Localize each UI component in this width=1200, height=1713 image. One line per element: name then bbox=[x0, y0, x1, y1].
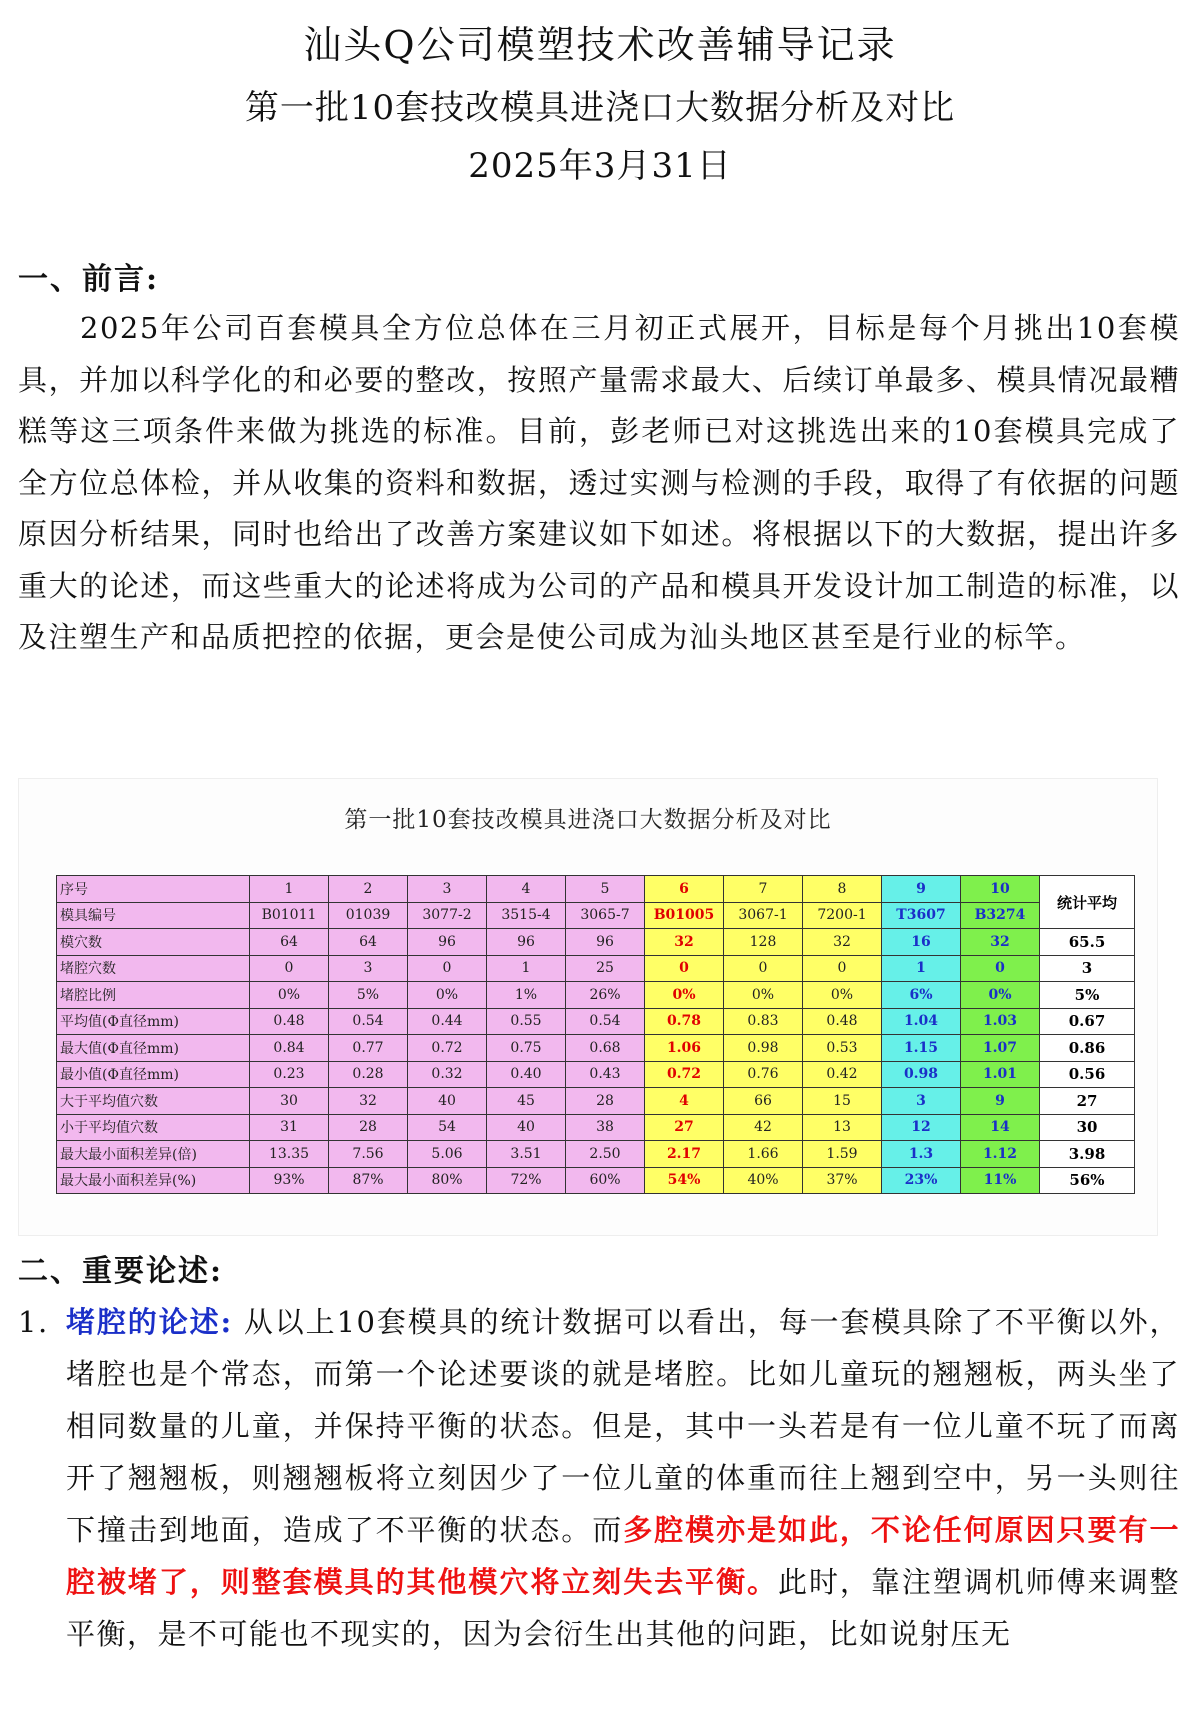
value-cell: 96 bbox=[487, 929, 566, 956]
value-cell: 40 bbox=[487, 1114, 566, 1141]
row-label: 小于平均值穴数 bbox=[57, 1114, 250, 1141]
seq-cell: 5 bbox=[566, 876, 645, 903]
seq-cell: 2 bbox=[329, 876, 408, 903]
value-cell: 2.17 bbox=[645, 1141, 724, 1168]
value-cell: 5% bbox=[329, 982, 408, 1009]
value-cell: 3 bbox=[329, 955, 408, 982]
item-heading: 堵腔的论述: bbox=[66, 1305, 233, 1339]
value-cell: 1.59 bbox=[803, 1141, 882, 1168]
value-cell: 40% bbox=[724, 1167, 803, 1194]
value-cell: 54% bbox=[645, 1167, 724, 1194]
document-subtitle: 第一批10套技改模具进浇口大数据分析及对比 bbox=[244, 88, 956, 128]
value-cell: 0.53 bbox=[803, 1035, 882, 1062]
value-cell: 1.3 bbox=[882, 1141, 961, 1168]
data-table-figure bbox=[18, 778, 1158, 1236]
avg-cell: 65.5 bbox=[1040, 929, 1135, 956]
value-cell: 96 bbox=[408, 929, 487, 956]
value-cell: 26% bbox=[566, 982, 645, 1009]
value-cell: 0.32 bbox=[408, 1061, 487, 1088]
value-cell: 13 bbox=[803, 1114, 882, 1141]
avg-header: 统计平均 bbox=[1040, 876, 1135, 929]
value-cell: 0.44 bbox=[408, 1008, 487, 1035]
value-cell: 27 bbox=[645, 1114, 724, 1141]
item-body bbox=[66, 1296, 1180, 1660]
row-label: 最大最小面积差异(%) bbox=[57, 1167, 250, 1194]
value-cell: 30 bbox=[250, 1088, 329, 1115]
value-cell: 15 bbox=[803, 1088, 882, 1115]
value-cell: 0 bbox=[408, 955, 487, 982]
table-row bbox=[57, 955, 1135, 982]
avg-cell: 56% bbox=[1040, 1167, 1135, 1194]
seq-cell: 8 bbox=[803, 876, 882, 903]
table-title: 第一批10套技改模具进浇口大数据分析及对比 bbox=[344, 807, 832, 833]
seq-cell: 3 bbox=[408, 876, 487, 903]
value-cell: 0% bbox=[724, 982, 803, 1009]
value-cell: 1.03 bbox=[961, 1008, 1040, 1035]
mold-cell: T3607 bbox=[882, 902, 961, 929]
value-cell: 1.66 bbox=[724, 1141, 803, 1168]
seq-cell: 1 bbox=[250, 876, 329, 903]
data-table bbox=[56, 875, 1135, 1194]
value-cell: 0 bbox=[961, 955, 1040, 982]
value-cell: 32 bbox=[645, 929, 724, 956]
value-cell: 0.72 bbox=[645, 1061, 724, 1088]
item-number: 1. bbox=[18, 1305, 49, 1339]
mold-cell: B01011 bbox=[250, 902, 329, 929]
value-cell: 0 bbox=[803, 955, 882, 982]
row-label: 堵腔比例 bbox=[57, 982, 250, 1009]
value-cell: 6% bbox=[882, 982, 961, 1009]
table-row bbox=[57, 1035, 1135, 1062]
value-cell: 93% bbox=[250, 1167, 329, 1194]
value-cell: 1 bbox=[882, 955, 961, 982]
avg-cell: 3 bbox=[1040, 955, 1135, 982]
value-cell: 32 bbox=[329, 1088, 408, 1115]
table-row bbox=[57, 1141, 1135, 1168]
table-row bbox=[57, 1061, 1135, 1088]
value-cell: 4 bbox=[645, 1088, 724, 1115]
value-cell: 0.54 bbox=[329, 1008, 408, 1035]
value-cell: 0.42 bbox=[803, 1061, 882, 1088]
seq-cell: 10 bbox=[961, 876, 1040, 903]
value-cell: 31 bbox=[250, 1114, 329, 1141]
row-label: 最大最小面积差异(倍) bbox=[57, 1141, 250, 1168]
value-cell: 0.28 bbox=[329, 1061, 408, 1088]
value-cell: 0.72 bbox=[408, 1035, 487, 1062]
avg-cell: 3.98 bbox=[1040, 1141, 1135, 1168]
row-label: 平均值(Φ直径mm) bbox=[57, 1008, 250, 1035]
row-label: 模具编号 bbox=[57, 902, 250, 929]
value-cell: 0% bbox=[803, 982, 882, 1009]
document-title: 汕头Q公司模塑技术改善辅导记录 bbox=[303, 23, 897, 67]
mold-cell: B3274 bbox=[961, 902, 1040, 929]
value-cell: 7.56 bbox=[329, 1141, 408, 1168]
value-cell: 3.51 bbox=[487, 1141, 566, 1168]
value-cell: 128 bbox=[724, 929, 803, 956]
table-row bbox=[57, 982, 1135, 1009]
value-cell: 0.78 bbox=[645, 1008, 724, 1035]
value-cell: 3 bbox=[882, 1088, 961, 1115]
value-cell: 0.48 bbox=[250, 1008, 329, 1035]
value-cell: 32 bbox=[803, 929, 882, 956]
value-cell: 80% bbox=[408, 1167, 487, 1194]
mold-cell: 01039 bbox=[329, 902, 408, 929]
mold-cell: 7200-1 bbox=[803, 902, 882, 929]
value-cell: 1.15 bbox=[882, 1035, 961, 1062]
value-cell: 0.23 bbox=[250, 1061, 329, 1088]
value-cell: 1.01 bbox=[961, 1061, 1040, 1088]
value-cell: 54 bbox=[408, 1114, 487, 1141]
value-cell: 0.76 bbox=[724, 1061, 803, 1088]
value-cell: 64 bbox=[250, 929, 329, 956]
value-cell: 1.07 bbox=[961, 1035, 1040, 1062]
mold-cell: 3077-2 bbox=[408, 902, 487, 929]
value-cell: 0.55 bbox=[487, 1008, 566, 1035]
value-cell: 40 bbox=[408, 1088, 487, 1115]
value-cell: 0.98 bbox=[724, 1035, 803, 1062]
table-row bbox=[57, 876, 1135, 903]
value-cell: 13.35 bbox=[250, 1141, 329, 1168]
value-cell: 96 bbox=[566, 929, 645, 956]
value-cell: 1% bbox=[487, 982, 566, 1009]
value-cell: 1.06 bbox=[645, 1035, 724, 1062]
value-cell: 38 bbox=[566, 1114, 645, 1141]
table-row bbox=[57, 902, 1135, 929]
avg-cell: 0.67 bbox=[1040, 1008, 1135, 1035]
value-cell: 0.54 bbox=[566, 1008, 645, 1035]
value-cell: 0.48 bbox=[803, 1008, 882, 1035]
value-cell: 87% bbox=[329, 1167, 408, 1194]
avg-cell: 5% bbox=[1040, 982, 1135, 1009]
value-cell: 9 bbox=[961, 1088, 1040, 1115]
value-cell: 60% bbox=[566, 1167, 645, 1194]
row-label: 堵腔穴数 bbox=[57, 955, 250, 982]
value-cell: 42 bbox=[724, 1114, 803, 1141]
value-cell: 16 bbox=[882, 929, 961, 956]
value-cell: 1 bbox=[487, 955, 566, 982]
value-cell: 0.98 bbox=[882, 1061, 961, 1088]
value-cell: 0 bbox=[724, 955, 803, 982]
avg-cell: 0.86 bbox=[1040, 1035, 1135, 1062]
value-cell: 64 bbox=[329, 929, 408, 956]
row-label: 最小值(Φ直径mm) bbox=[57, 1061, 250, 1088]
document-date: 2025年3月31日 bbox=[468, 146, 732, 186]
item-text-a: 从以上10套模具的统计数据可以看出，每一套模具除了不平衡以外，堵腔也是个常态，而第一个论述要谈的就是堵腔。比如儿童玩的翘翘板，两头坐了相同数量的儿童，并保持平衡的状态。但是，其中一头若是有一位儿童不玩了而离开了翘翘板，则翘翘板将立刻因少了一位儿童的体重而往上翘到空中，另一头则往下撞击到地面，造成了不平衡的状态。而 bbox=[66, 1305, 1180, 1547]
value-cell: 28 bbox=[329, 1114, 408, 1141]
item-emphasis: 多腔模亦是如此，不论任何原因只要有一腔被堵了，则整套模具的其他模穴将立刻失去平衡。 bbox=[66, 1513, 1180, 1599]
table-row bbox=[57, 1167, 1135, 1194]
row-label: 模穴数 bbox=[57, 929, 250, 956]
value-cell: 0% bbox=[250, 982, 329, 1009]
value-cell: 0.83 bbox=[724, 1008, 803, 1035]
value-cell: 5.06 bbox=[408, 1141, 487, 1168]
value-cell: 0.68 bbox=[566, 1035, 645, 1062]
row-label: 序号 bbox=[57, 876, 250, 903]
avg-cell: 30 bbox=[1040, 1114, 1135, 1141]
table-row bbox=[57, 1088, 1135, 1115]
value-cell: 0 bbox=[250, 955, 329, 982]
table-row bbox=[57, 929, 1135, 956]
value-cell: 0.75 bbox=[487, 1035, 566, 1062]
value-cell: 23% bbox=[882, 1167, 961, 1194]
key-point-item bbox=[18, 1296, 1180, 1660]
value-cell: 0.43 bbox=[566, 1061, 645, 1088]
seq-cell: 7 bbox=[724, 876, 803, 903]
value-cell: 37% bbox=[803, 1167, 882, 1194]
value-cell: 66 bbox=[724, 1088, 803, 1115]
item-text-b: 此时，靠注塑调机师傅来调整平衡，是不可能也不现实的，因为会衍生出其他的问距，比如说射压无 bbox=[66, 1565, 1180, 1651]
row-label: 最大值(Φ直径mm) bbox=[57, 1035, 250, 1062]
avg-cell: 27 bbox=[1040, 1088, 1135, 1115]
value-cell: 1.12 bbox=[961, 1141, 1040, 1168]
table-row bbox=[57, 1008, 1135, 1035]
value-cell: 28 bbox=[566, 1088, 645, 1115]
mold-cell: 3067-1 bbox=[724, 902, 803, 929]
value-cell: 25 bbox=[566, 955, 645, 982]
mold-cell: B01005 bbox=[645, 902, 724, 929]
mold-cell: 3515-4 bbox=[487, 902, 566, 929]
preface-paragraph bbox=[18, 303, 1180, 664]
value-cell: 72% bbox=[487, 1167, 566, 1194]
value-cell: 1.04 bbox=[882, 1008, 961, 1035]
preface-text: 2025年公司百套模具全方位总体在三月初正式展开，目标是每个月挑出10套模具，并加以科学化的和必要的整改，按照产量需求最大、后续订单最多、模具情况最糟糕等这三项条件来做为挑选的标准。目前，彭老师已对这挑选出来的10套模具完成了全方位总体检，并从收集的资料和数据，透过实测与检测的手段，取得了有依据的问题原因分析结果，同时也给出了改善方案建议如下如述。将根据以下的大数据，提出许多重大的论述，而这些重大的论述将成为公司的产品和模具开发设计加工制造的标准，以及注塑生产和品质把控的依据，更会是使公司成为汕头地区甚至是行业的标竿。 bbox=[18, 311, 1180, 654]
value-cell: 0% bbox=[408, 982, 487, 1009]
seq-cell: 6 bbox=[645, 876, 724, 903]
value-cell: 11% bbox=[961, 1167, 1040, 1194]
value-cell: 14 bbox=[961, 1114, 1040, 1141]
value-cell: 0 bbox=[645, 955, 724, 982]
row-label: 大于平均值穴数 bbox=[57, 1088, 250, 1115]
table-body bbox=[57, 876, 1135, 1194]
mold-cell: 3065-7 bbox=[566, 902, 645, 929]
value-cell: 0.77 bbox=[329, 1035, 408, 1062]
value-cell: 2.50 bbox=[566, 1141, 645, 1168]
value-cell: 0% bbox=[645, 982, 724, 1009]
value-cell: 45 bbox=[487, 1088, 566, 1115]
seq-cell: 9 bbox=[882, 876, 961, 903]
table-row bbox=[57, 1114, 1135, 1141]
value-cell: 12 bbox=[882, 1114, 961, 1141]
seq-cell: 4 bbox=[487, 876, 566, 903]
avg-cell: 0.56 bbox=[1040, 1061, 1135, 1088]
value-cell: 32 bbox=[961, 929, 1040, 956]
value-cell: 0.40 bbox=[487, 1061, 566, 1088]
value-cell: 0% bbox=[961, 982, 1040, 1009]
section-heading-preface: 一、前言: bbox=[18, 262, 160, 297]
value-cell: 0.84 bbox=[250, 1035, 329, 1062]
section-heading-key-points: 二、重要论述: bbox=[18, 1254, 224, 1289]
